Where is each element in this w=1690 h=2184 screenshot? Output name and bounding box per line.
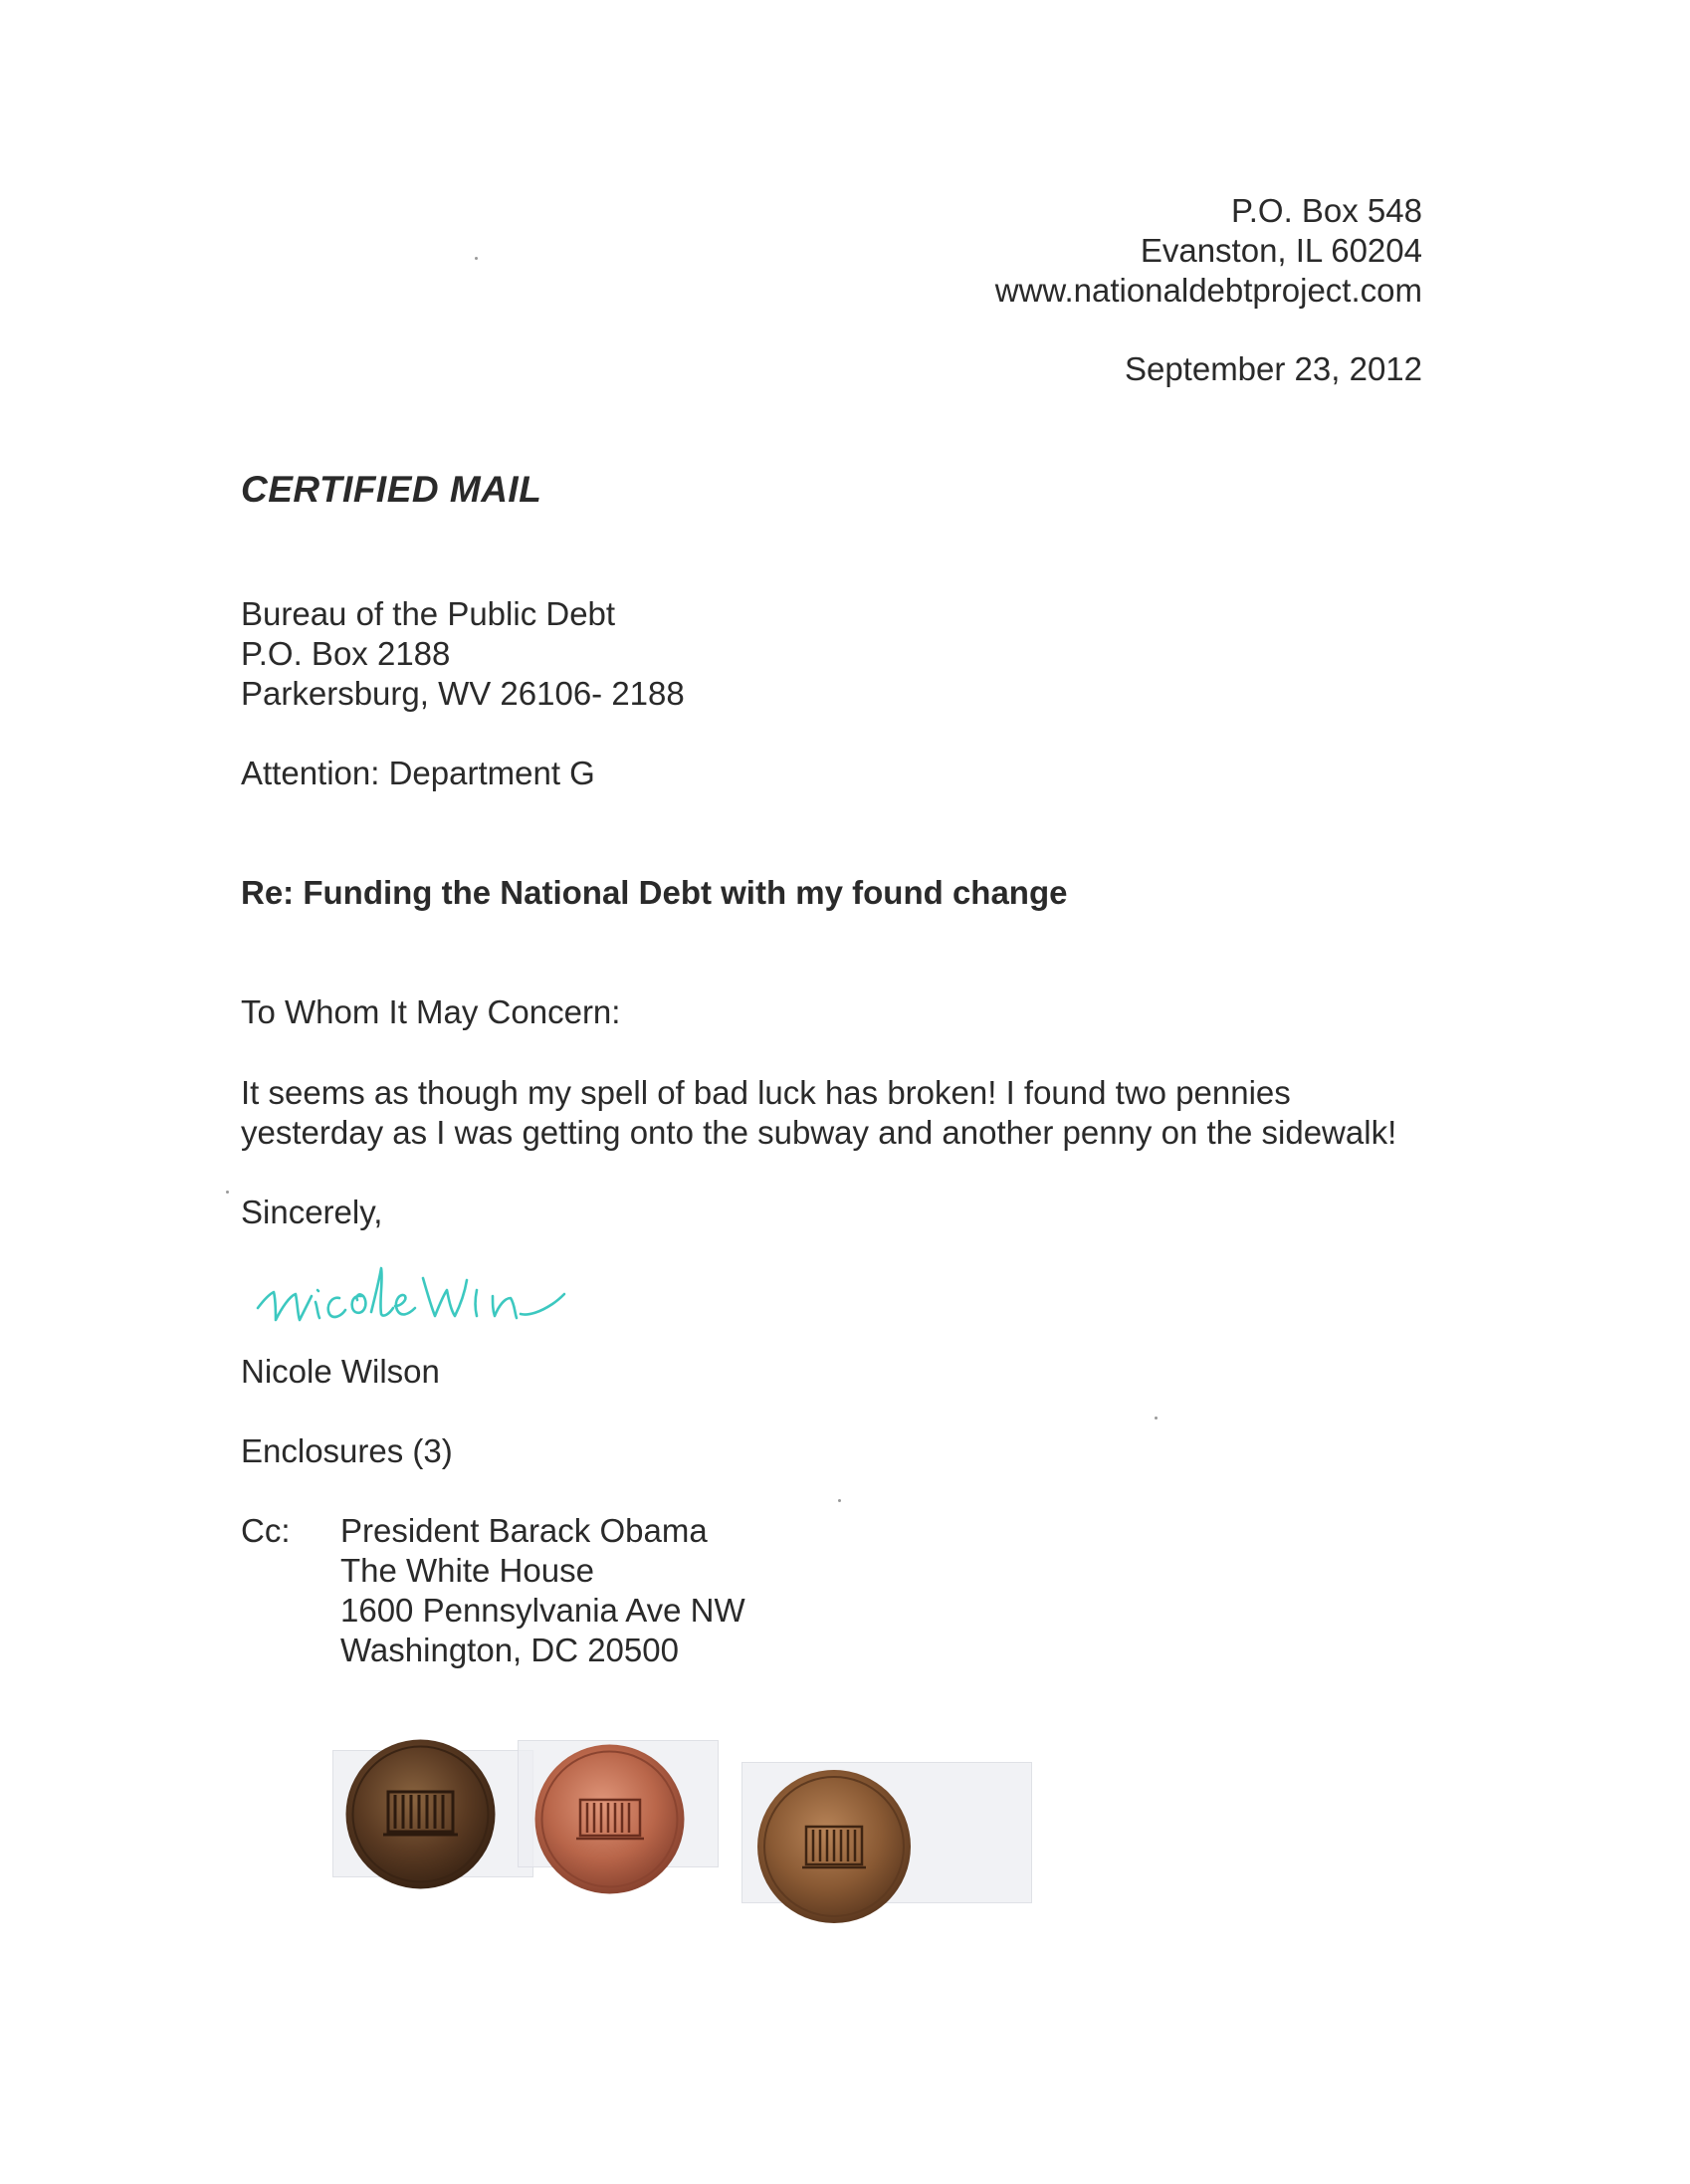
scan-speck (226, 1191, 229, 1194)
sender-address-line-1: P.O. Box 548 (1230, 192, 1422, 229)
recipient-address-line-3: Parkersburg, WV 26106- 2188 (241, 675, 685, 712)
cc-label: Cc: (241, 1512, 291, 1549)
scan-speck (1155, 1417, 1158, 1420)
penny-coin-2 (532, 1742, 687, 1896)
sender-address (995, 191, 1422, 311)
body-paragraph (241, 1073, 1396, 1153)
cc-line-1: President Barack Obama (340, 1512, 708, 1549)
enclosures-note: Enclosures (3) (241, 1432, 453, 1469)
penny-coin-3 (754, 1767, 914, 1926)
recipient-address (241, 594, 685, 714)
signature-drawing (254, 1256, 582, 1336)
signer-name: Nicole Wilson (241, 1353, 440, 1390)
sender-website: www.nationaldebtproject.com (994, 272, 1422, 309)
cc-line-2: The White House (340, 1552, 594, 1589)
scan-speck (475, 257, 478, 260)
salutation: To Whom It May Concern: (241, 993, 621, 1030)
cc-line-3: 1600 Pennsylvania Ave NW (340, 1592, 745, 1629)
penny-coin-1 (343, 1737, 498, 1891)
letter-date: September 23, 2012 (1124, 350, 1422, 387)
sender-address-line-2: Evanston, IL 60204 (1140, 232, 1422, 269)
handwritten-signature (254, 1256, 582, 1336)
closing: Sincerely, (241, 1194, 383, 1230)
body-line-2: yesterday as I was getting onto the subway and another penny on the sidewalk! (241, 1114, 1397, 1151)
body-line-1: It seems as though my spell of bad luck has broken! I found two pennies (241, 1074, 1291, 1111)
subject-line: Re: Funding the National Debt with my found change (241, 874, 1068, 911)
cc-recipient (340, 1511, 745, 1670)
recipient-address-line-1: Bureau of the Public Debt (241, 595, 616, 632)
cc-line-4: Washington, DC 20500 (340, 1632, 679, 1668)
certified-mail-heading: CERTIFIED MAIL (241, 469, 542, 510)
scan-speck (838, 1499, 841, 1502)
recipient-address-line-2: P.O. Box 2188 (241, 635, 451, 672)
attention-line: Attention: Department G (241, 755, 595, 791)
